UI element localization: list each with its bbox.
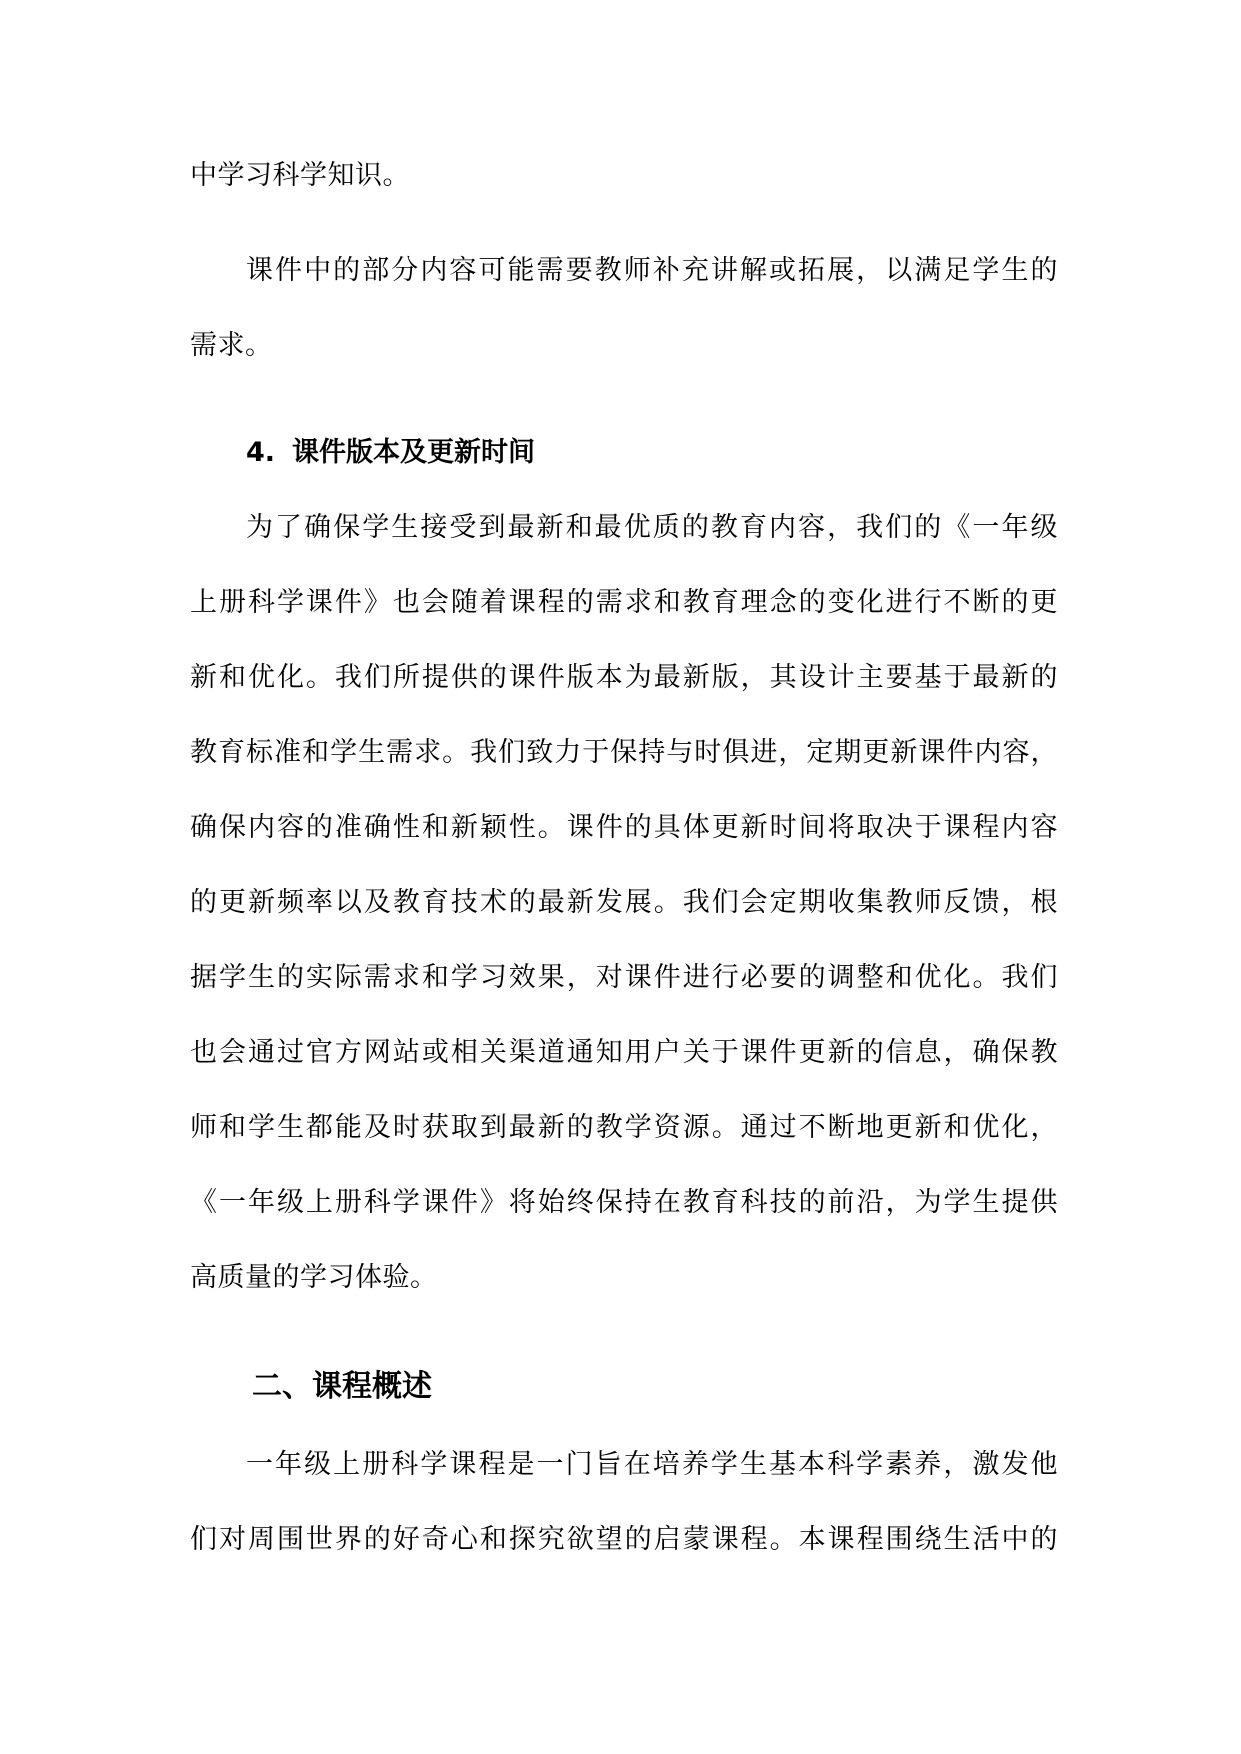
section-4-title: 课件版本及更新时间 — [292, 437, 535, 468]
supplement-line-1: 课件中的部分内容可能需要教师补充讲解或拓展，以满足学生的 — [246, 255, 1058, 286]
paragraph-gap — [190, 213, 1058, 233]
overview-line-2: 们对周围世界的好奇心和探究欲望的启蒙课程。本课程围绕生活中的 — [190, 1524, 1058, 1555]
section-gap — [190, 383, 1058, 415]
section-gap — [190, 1315, 1058, 1347]
continuation-line-1: 中学习科学知识。 — [190, 160, 410, 191]
version-line-2: 上册科学课件》也会随着课程的需求和教育理念的变化进行不断的更 — [190, 587, 1058, 618]
version-line-5: 确保内容的准确性和新颖性。课件的具体更新时间将取决于课程内容 — [190, 812, 1058, 843]
version-line-1: 为了确保学生接受到最新和最优质的教育内容，我们的《一年级 — [246, 512, 1058, 543]
overview-line-1: 一年级上册科学课程是一门旨在培养学生基本科学素养，激发他 — [246, 1449, 1058, 1480]
document-body — [190, 138, 1058, 1577]
version-line-11: 高质量的学习体验。 — [190, 1262, 438, 1293]
version-line-10: 《一年级上册科学课件》将始终保持在教育科技的前沿，为学生提供 — [190, 1187, 1058, 1218]
version-line-8: 也会通过官方网站或相关渠道通知用户关于课件更新的信息，确保教 — [190, 1037, 1058, 1068]
supplement-line-2: 需求。 — [190, 330, 273, 361]
section-4-number: 4. — [246, 437, 276, 468]
version-line-4: 教育标准和学生需求。我们致力于保持与时俱进，定期更新课件内容， — [190, 737, 1058, 768]
version-line-6: 的更新频率以及教育技术的最新发展。我们会定期收集教师反馈，根 — [190, 887, 1058, 918]
version-line-9: 师和学生都能及时获取到最新的教学资源。通过不断地更新和优化， — [190, 1112, 1058, 1143]
version-line-7: 据学生的实际需求和学习效果，对课件进行必要的调整和优化。我们 — [190, 962, 1058, 993]
section-2-heading: 二、课程概述 — [252, 1369, 432, 1404]
version-line-3: 新和优化。我们所提供的课件版本为最新版，其设计主要基于最新的 — [190, 662, 1058, 693]
section-4-heading — [190, 415, 1058, 490]
